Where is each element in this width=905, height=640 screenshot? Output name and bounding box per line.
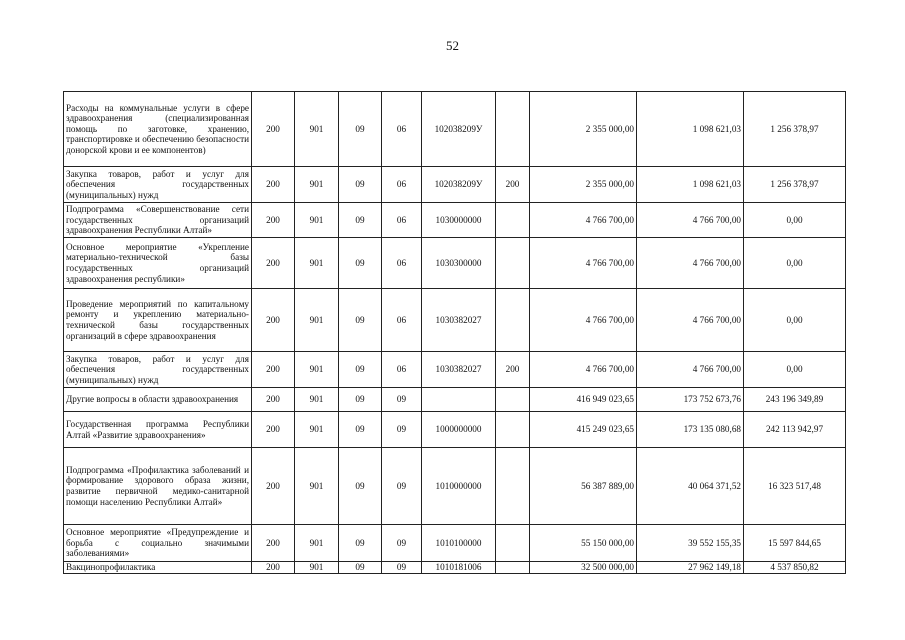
cell-gr: 200 xyxy=(252,412,295,448)
cell-gr: 200 xyxy=(252,92,295,167)
cell-ved: 901 xyxy=(295,203,339,238)
cell-amount-1: 4 766 700,00 xyxy=(530,203,637,238)
table-row xyxy=(64,92,846,167)
row-name: Расходы на коммунальные услуги в сфере здравоохранения (специализированная помощь по заготовке, хранению, транспортировке и обеспечению безопасности донорской крови и ее компонентов) xyxy=(64,92,252,167)
cell-amount-1: 4 766 700,00 xyxy=(530,289,637,352)
cell-vr xyxy=(496,388,530,412)
cell-rz: 09 xyxy=(339,238,382,289)
cell-vr: 200 xyxy=(496,352,530,388)
cell-amount-3: 16 323 517,48 xyxy=(744,448,846,525)
cell-amount-2: 4 766 700,00 xyxy=(637,203,744,238)
cell-amount-2: 1 098 621,03 xyxy=(637,167,744,203)
cell-csr: 1030000000 xyxy=(422,203,496,238)
cell-ved: 901 xyxy=(295,167,339,203)
cell-csr xyxy=(422,388,496,412)
cell-ved: 901 xyxy=(295,562,339,574)
cell-ved: 901 xyxy=(295,412,339,448)
cell-gr: 200 xyxy=(252,352,295,388)
cell-amount-3: 0,00 xyxy=(744,289,846,352)
row-name: Проведение мероприятий по капитальному ремонту и укреплению материально-технической базы государственных организаций в сфере здравоохранения xyxy=(64,289,252,352)
table-row xyxy=(64,352,846,388)
cell-amount-2: 4 766 700,00 xyxy=(637,238,744,289)
cell-amount-1: 4 766 700,00 xyxy=(530,352,637,388)
cell-ved: 901 xyxy=(295,238,339,289)
budget-table xyxy=(63,91,846,574)
cell-amount-1: 56 387 889,00 xyxy=(530,448,637,525)
cell-gr: 200 xyxy=(252,167,295,203)
cell-gr: 200 xyxy=(252,203,295,238)
cell-pr: 06 xyxy=(382,92,422,167)
cell-amount-2: 27 962 149,18 xyxy=(637,562,744,574)
cell-vr xyxy=(496,448,530,525)
table-row xyxy=(64,388,846,412)
cell-amount-1: 4 766 700,00 xyxy=(530,238,637,289)
cell-vr xyxy=(496,238,530,289)
cell-rz: 09 xyxy=(339,352,382,388)
cell-gr: 200 xyxy=(252,289,295,352)
cell-pr: 06 xyxy=(382,203,422,238)
cell-pr: 06 xyxy=(382,352,422,388)
cell-amount-1: 2 355 000,00 xyxy=(530,92,637,167)
row-name: Подпрограмма «Профилактика заболеваний и формирование здорового образа жизни, развитие первичной медико-санитарной помощи населению Республики Алтай» xyxy=(64,448,252,525)
cell-gr: 200 xyxy=(252,525,295,562)
cell-ved: 901 xyxy=(295,92,339,167)
table-row xyxy=(64,238,846,289)
table-row xyxy=(64,448,846,525)
cell-ved: 901 xyxy=(295,388,339,412)
cell-amount-1: 2 355 000,00 xyxy=(530,167,637,203)
cell-vr xyxy=(496,525,530,562)
cell-vr xyxy=(496,562,530,574)
cell-csr: 1030382027 xyxy=(422,352,496,388)
cell-amount-3: 15 597 844,65 xyxy=(744,525,846,562)
cell-gr: 200 xyxy=(252,562,295,574)
cell-rz: 09 xyxy=(339,412,382,448)
cell-vr xyxy=(496,412,530,448)
cell-rz: 09 xyxy=(339,562,382,574)
cell-pr: 09 xyxy=(382,525,422,562)
cell-csr: 102038209У xyxy=(422,92,496,167)
table-row xyxy=(64,167,846,203)
cell-pr: 09 xyxy=(382,562,422,574)
cell-pr: 06 xyxy=(382,167,422,203)
cell-amount-3: 1 256 378,97 xyxy=(744,92,846,167)
cell-rz: 09 xyxy=(339,525,382,562)
cell-amount-2: 39 552 155,35 xyxy=(637,525,744,562)
page-number: 52 xyxy=(446,38,459,53)
cell-csr: 102038209У xyxy=(422,167,496,203)
cell-amount-3: 4 537 850,82 xyxy=(744,562,846,574)
cell-pr: 06 xyxy=(382,289,422,352)
table-row xyxy=(64,289,846,352)
cell-amount-3: 0,00 xyxy=(744,203,846,238)
row-name: Государственная программа Республики Алтай «Развитие здравоохранения» xyxy=(64,412,252,448)
cell-rz: 09 xyxy=(339,388,382,412)
cell-amount-2: 1 098 621,03 xyxy=(637,92,744,167)
cell-amount-3: 242 113 942,97 xyxy=(744,412,846,448)
cell-amount-3: 0,00 xyxy=(744,238,846,289)
cell-vr xyxy=(496,203,530,238)
cell-ved: 901 xyxy=(295,525,339,562)
cell-amount-3: 0,00 xyxy=(744,352,846,388)
cell-amount-3: 1 256 378,97 xyxy=(744,167,846,203)
cell-csr: 1010100000 xyxy=(422,525,496,562)
cell-amount-2: 4 766 700,00 xyxy=(637,289,744,352)
cell-ved: 901 xyxy=(295,289,339,352)
cell-rz: 09 xyxy=(339,289,382,352)
table-row xyxy=(64,412,846,448)
row-name: Вакцинопрофилактика xyxy=(64,562,252,574)
row-name: Основное мероприятие «Предупреждение и борьба с социально значимыми заболеваниями» xyxy=(64,525,252,562)
cell-amount-2: 173 752 673,76 xyxy=(637,388,744,412)
cell-csr: 1030382027 xyxy=(422,289,496,352)
cell-amount-1: 55 150 000,00 xyxy=(530,525,637,562)
cell-amount-1: 415 249 023,65 xyxy=(530,412,637,448)
row-name: Подпрограмма «Совершенствование сети государственных организаций здравоохранения Республики Алтай» xyxy=(64,203,252,238)
table-row xyxy=(64,562,846,574)
cell-vr xyxy=(496,92,530,167)
cell-vr xyxy=(496,289,530,352)
cell-rz: 09 xyxy=(339,92,382,167)
cell-pr: 09 xyxy=(382,448,422,525)
cell-amount-2: 173 135 080,68 xyxy=(637,412,744,448)
cell-csr: 1030300000 xyxy=(422,238,496,289)
cell-amount-1: 32 500 000,00 xyxy=(530,562,637,574)
cell-gr: 200 xyxy=(252,388,295,412)
cell-amount-2: 4 766 700,00 xyxy=(637,352,744,388)
cell-amount-3: 243 196 349,89 xyxy=(744,388,846,412)
cell-gr: 200 xyxy=(252,448,295,525)
cell-gr: 200 xyxy=(252,238,295,289)
cell-rz: 09 xyxy=(339,203,382,238)
cell-rz: 09 xyxy=(339,448,382,525)
cell-pr: 09 xyxy=(382,412,422,448)
row-name: Закупка товаров, работ и услуг для обеспечения государственных (муниципальных) нужд xyxy=(64,352,252,388)
cell-pr: 06 xyxy=(382,238,422,289)
table-row xyxy=(64,203,846,238)
row-name: Закупка товаров, работ и услуг для обеспечения государственных (муниципальных) нужд xyxy=(64,167,252,203)
cell-csr: 1010181006 xyxy=(422,562,496,574)
cell-pr: 09 xyxy=(382,388,422,412)
table-row xyxy=(64,525,846,562)
cell-ved: 901 xyxy=(295,448,339,525)
cell-csr: 1010000000 xyxy=(422,448,496,525)
row-name: Основное мероприятие «Укрепление материально-технической базы государственных организаций здравоохранения республики» xyxy=(64,238,252,289)
cell-ved: 901 xyxy=(295,352,339,388)
cell-csr: 1000000000 xyxy=(422,412,496,448)
cell-vr: 200 xyxy=(496,167,530,203)
cell-amount-1: 416 949 023,65 xyxy=(530,388,637,412)
cell-amount-2: 40 064 371,52 xyxy=(637,448,744,525)
cell-rz: 09 xyxy=(339,167,382,203)
row-name: Другие вопросы в области здравоохранения xyxy=(64,388,252,412)
